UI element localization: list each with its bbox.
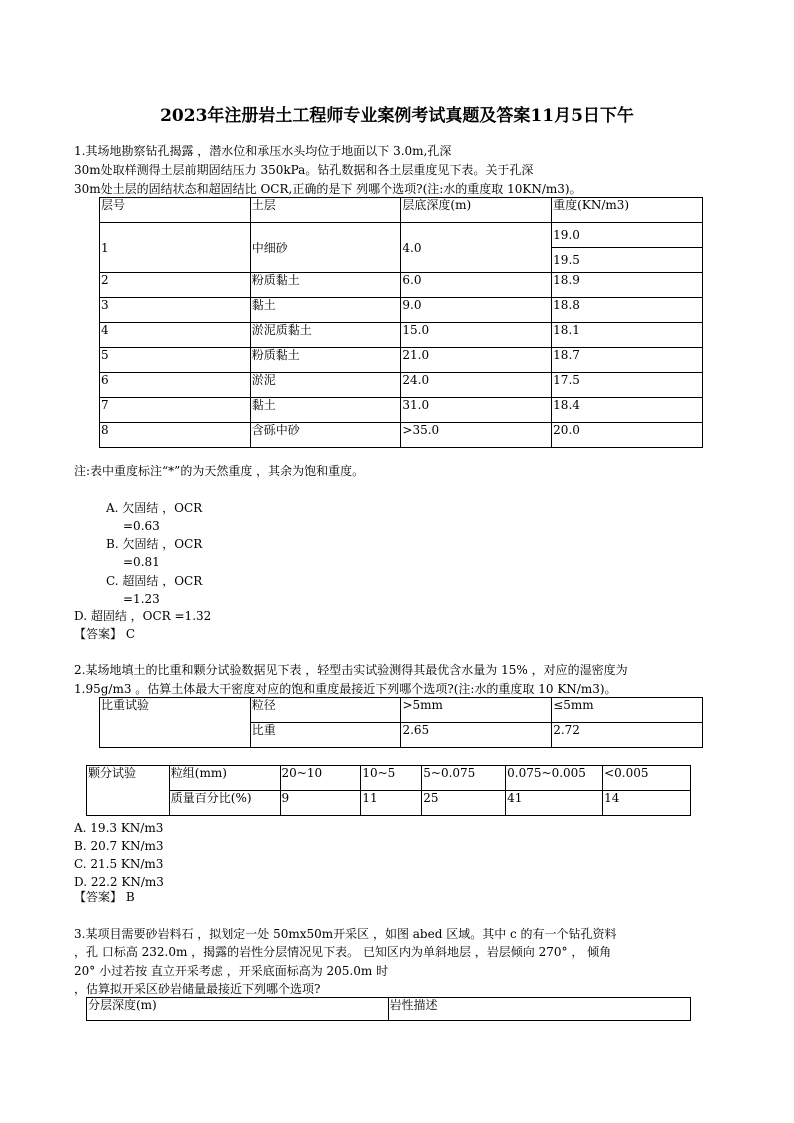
cell-no: 4 [100, 323, 251, 348]
q1-option-a: A. 欠固结 ，OCR [106, 501, 203, 515]
q2-grain-size-table [86, 765, 691, 816]
q1-line1: 1.其场地勘察钻孔揭露 ，潜水位和承压水头均位于地面以下 3.0m,孔深 [74, 144, 452, 158]
cell-soil: 中细砂 [250, 223, 401, 273]
cell-no: 2 [100, 273, 251, 298]
q2-option-b: B. 20.7 KN/m3 [74, 839, 164, 853]
cell-no: 8 [100, 423, 251, 448]
cell-no: 5 [100, 348, 251, 373]
q1-option-b: B. 欠固结 ，OCR [106, 537, 203, 551]
q1-soil-table [99, 197, 703, 448]
cell-weight: 18.9 [552, 273, 703, 298]
q1-note: 注:表中重度标注“*”的为天然重度 ，其余为饱和重度。 [74, 464, 365, 478]
cell-depth: 4.0 [401, 223, 552, 273]
cell-depth: 6.0 [401, 273, 552, 298]
cell-no: 1 [100, 223, 251, 273]
cell-percent: 14 [603, 791, 691, 816]
header-lithology: 岩性描述 [388, 998, 691, 1021]
cell-size-le5: ≤5mm [552, 698, 703, 723]
cell-depth: 9.0 [401, 298, 552, 323]
cell-soil: 含砾中砂 [250, 423, 401, 448]
cell-weight: 17.5 [552, 373, 703, 398]
cell-group: 10~5 [361, 766, 422, 791]
cell-soil: 淤泥质黏土 [250, 323, 401, 348]
cell-no: 3 [100, 298, 251, 323]
cell-gravity-gt5: 2.65 [401, 723, 552, 748]
cell-group: 0.075~0.005 [506, 766, 603, 791]
q2-line1: 2.某场地填土的比重和颗分试验数据见下表 ，轻型击实试验测得其最优含水量为 15% ，对应的湿密度为 [74, 663, 628, 677]
q1-line3: 30m处土层的固结状态和超固结比 OCR,正确的是下 列哪个选项?(注:水的重度取 10KN/m3)。 [74, 182, 582, 196]
cell-percent: 41 [506, 791, 603, 816]
table-row [100, 398, 703, 423]
header-weight: 重度(KN/m3) [552, 198, 703, 223]
cell-depth: 15.0 [401, 323, 552, 348]
cell-label: 比重试验 [100, 698, 251, 748]
q1-option-a-value: =0.63 [123, 519, 160, 533]
q2-answer: 【答案】 B [74, 890, 135, 904]
cell-weight: 18.4 [552, 398, 703, 423]
cell-gravity-label: 比重 [250, 723, 401, 748]
q1-line2: 30m处取样测得土层前期固结压力 350kPa。钻孔数据和各土层重度见下表。关于孔深 [74, 163, 534, 177]
q3-line4: ，估算拟开采区砂岩储量最接近下列哪个选项? [74, 982, 321, 996]
header-depth: 层底深度(m) [401, 198, 552, 223]
cell-soil: 黏土 [250, 298, 401, 323]
table-row [100, 298, 703, 323]
q2-line2: 1.95g/m3 。估算土体最大干密度对应的饱和重度最接近下列哪个选项?(注:水的重度取 10 KN/m3)。 [74, 682, 617, 696]
cell-weight: 18.7 [552, 348, 703, 373]
cell-soil: 黏土 [250, 398, 401, 423]
cell-depth: 31.0 [401, 398, 552, 423]
table-row [100, 698, 703, 723]
cell-soil: 粉质黏土 [250, 273, 401, 298]
q3-line2: ，孔 口标高 232.0m ，揭露的岩性分层情况见下表。 已知区内为单斜地层 ，岩层倾向 270° ， 倾角 [74, 945, 612, 959]
q1-option-c: C. 超固结 ，OCR [106, 574, 203, 588]
cell-soil: 粉质黏土 [250, 348, 401, 373]
cell-percent: 25 [422, 791, 506, 816]
cell-group: <0.005 [603, 766, 691, 791]
cell-percent: 11 [361, 791, 422, 816]
header-layer-no: 层号 [100, 198, 251, 223]
table-row [100, 373, 703, 398]
cell-weight: 20.0 [552, 423, 703, 448]
cell-no: 7 [100, 398, 251, 423]
q3-line3: 20° 小过若按 直立开采考虑 ，开采底面标高为 205.0m 时 [74, 964, 389, 978]
cell-label: 颗分试验 [87, 766, 170, 816]
cell-no: 6 [100, 373, 251, 398]
cell-gravity-le5: 2.72 [552, 723, 703, 748]
cell-depth: >35.0 [401, 423, 552, 448]
q1-option-b-value: =0.81 [123, 555, 160, 569]
q1-answer: 【答案】 C [74, 627, 135, 641]
q2-option-c: C. 21.5 KN/m3 [74, 857, 164, 871]
cell-depth: 21.0 [401, 348, 552, 373]
page-title: 2023年注册岩土工程师专业案例考试真题及答案11月5日下午 [160, 106, 634, 126]
header-depth: 分层深度(m) [87, 998, 389, 1021]
table-row [87, 766, 691, 791]
q2-specific-gravity-table [99, 697, 703, 748]
q3-rock-table [86, 997, 691, 1021]
cell-weight: 18.1 [552, 323, 703, 348]
cell-soil: 淤泥 [250, 373, 401, 398]
cell-group-label: 粒组(mm) [169, 766, 280, 791]
cell-percent: 9 [280, 791, 361, 816]
table-header-row [100, 198, 703, 223]
q1-option-c-value: =1.23 [123, 592, 160, 606]
cell-particle-size-label: 粒径 [250, 698, 401, 723]
table-row [100, 223, 703, 248]
q2-option-d: D. 22.2 KN/m3 [74, 875, 164, 889]
table-row [100, 273, 703, 298]
q1-option-d: D. 超固结 ，OCR =1.32 [74, 609, 212, 623]
table-header-row [87, 998, 691, 1021]
cell-group: 5~0.075 [422, 766, 506, 791]
header-soil: 土层 [250, 198, 401, 223]
cell-weight: 18.8 [552, 298, 703, 323]
table-row [87, 791, 691, 816]
cell-size-gt5: >5mm [401, 698, 552, 723]
cell-weight: 19.0 [552, 223, 703, 248]
table-row [100, 423, 703, 448]
cell-group: 20~10 [280, 766, 361, 791]
cell-depth: 24.0 [401, 373, 552, 398]
table-row [100, 323, 703, 348]
q3-line1: 3.某项目需要砂岩料石 ，拟划定一处 50mx50m开采区 ，如图 abed 区域。其中 c 的有一个钻孔资料 [74, 927, 617, 941]
cell-percent-label: 质量百分比(%) [169, 791, 280, 816]
q2-option-a: A. 19.3 KN/m3 [74, 821, 164, 835]
table-row [100, 348, 703, 373]
cell-weight: 19.5 [552, 248, 703, 273]
